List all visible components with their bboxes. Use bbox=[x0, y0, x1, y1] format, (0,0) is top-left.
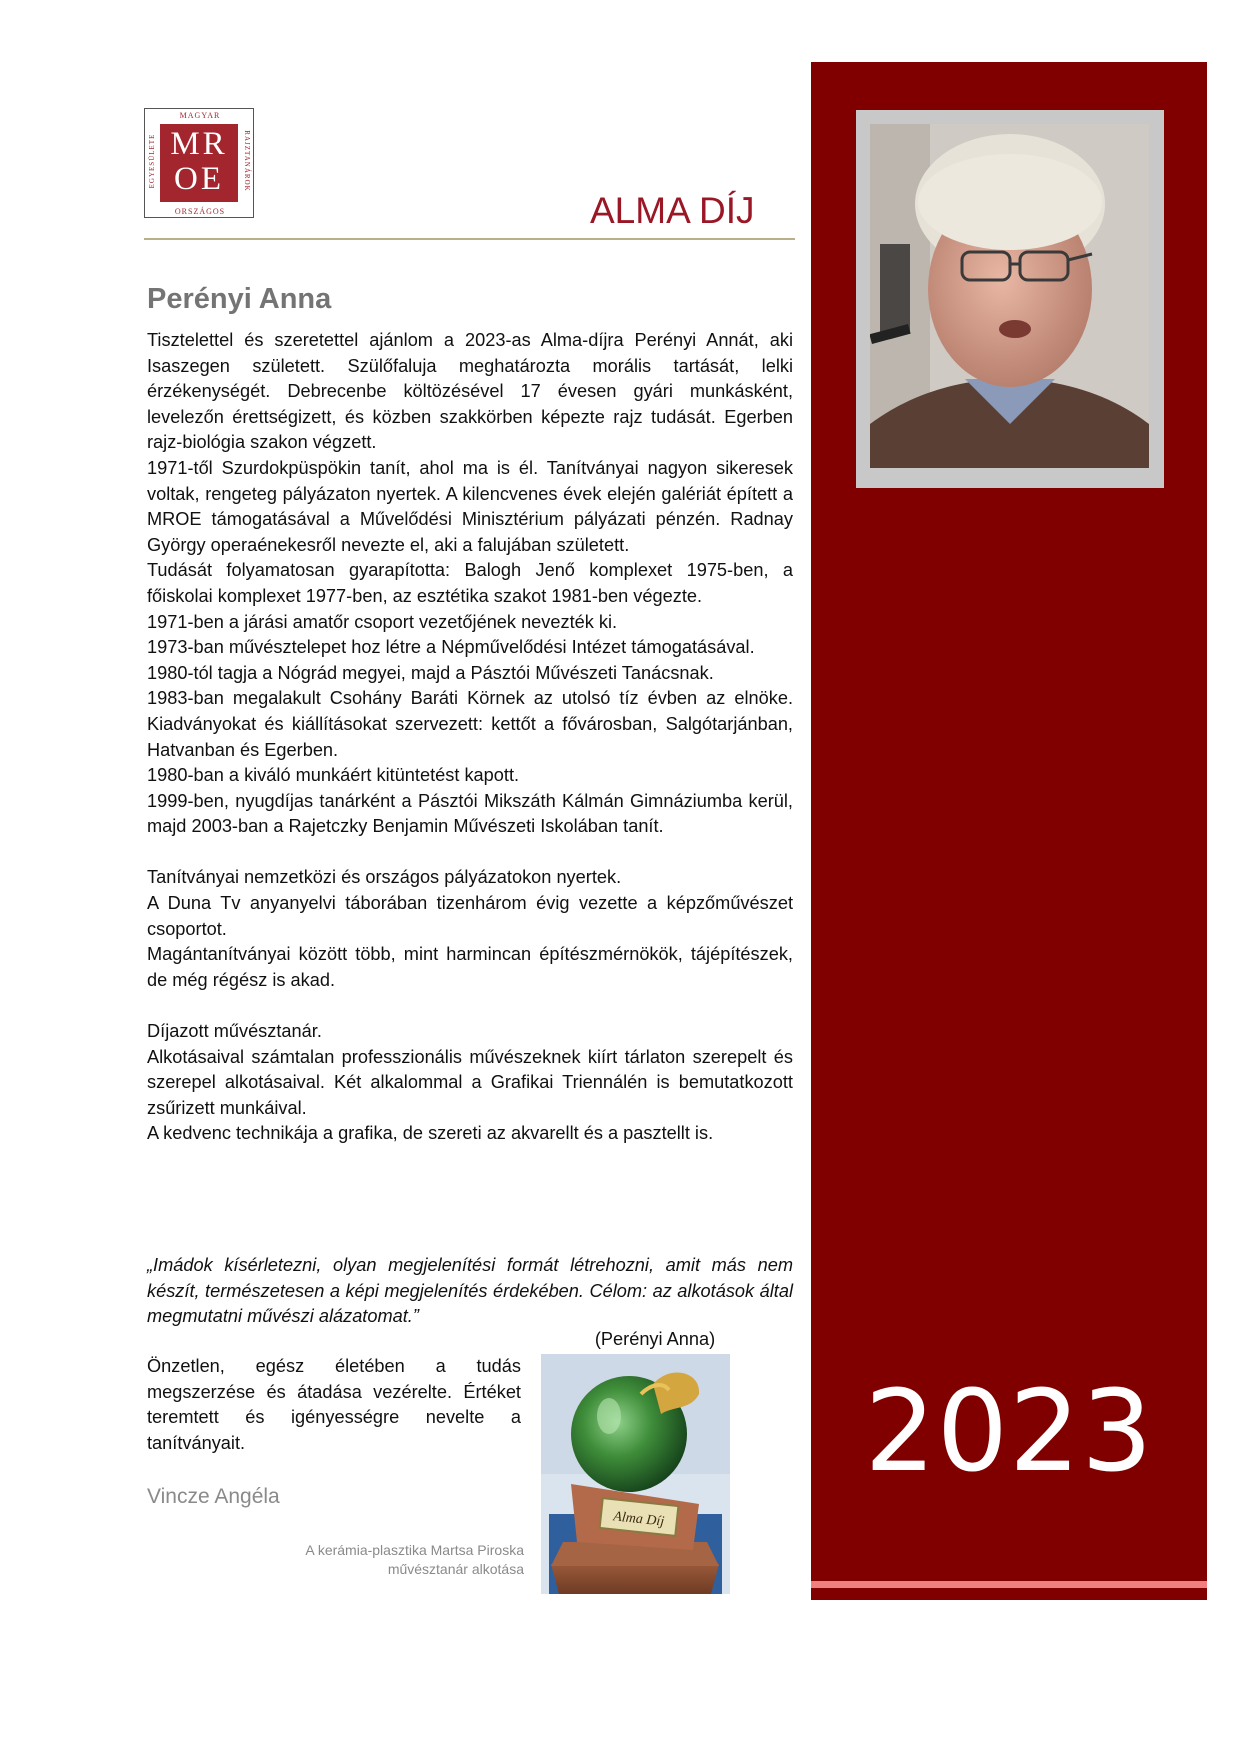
logo-text-left: EGYESÜLETE bbox=[148, 133, 156, 189]
paragraph-gap bbox=[147, 840, 793, 866]
quote-text: „Imádok kísérletezni, olyan megjelenítési formát létrehozni, amit más nem készít, természetesen a képi megjelenítés érdekében. Célom: az alkotások által megmutatni művészi alázatomat.” bbox=[147, 1255, 793, 1327]
body-paragraph: 1999-ben, nyugdíjas tanárként a Pásztói Mikszáth Kálmán Gimnáziumba kerül, majd 2003-ban a Rajetczky Benjamin Művészeti Iskolában tanít. bbox=[147, 790, 793, 837]
mroe-logo bbox=[144, 108, 254, 218]
body-paragraph: Díjazott művésztanár. bbox=[147, 1021, 322, 1042]
body-paragraph: Tanítványai nemzetközi és országos pályázatokon nyertek. bbox=[147, 867, 622, 888]
page-title: ALMA DÍJ bbox=[590, 190, 755, 231]
award-photo-illustration bbox=[541, 1354, 730, 1594]
logo-letters-row2: OE bbox=[174, 161, 224, 197]
award-caption-line2: művésztanár alkotása bbox=[387, 1561, 524, 1577]
logo-letters-row1: MR bbox=[170, 126, 228, 162]
logo-letters bbox=[160, 127, 238, 197]
award-caption-line1: A kerámia-plasztika Martsa Piroska bbox=[305, 1542, 524, 1558]
body-paragraph: 1980-ban a kiváló munkáért kitüntetést kapott. bbox=[147, 765, 520, 786]
award-year: 2023 bbox=[864, 1367, 1154, 1497]
body-paragraph: Alkotásaival számtalan professzionális művészeknek kiírt tárlaton szerepelt és szerepel alkotásaival. Két alkalommal a Grafikai Triennálén is bemutatkozott zsűrizett munkáival. bbox=[147, 1046, 793, 1118]
portrait-illustration bbox=[870, 124, 1149, 468]
logo-text-top: MAGYAR bbox=[179, 111, 221, 120]
sidebar-bottom-stripe bbox=[811, 1581, 1207, 1588]
portrait-photo bbox=[870, 124, 1149, 468]
closing-text: Önzetlen, egész életében a tudás megszerzése és átadása vezérelte. Értéket teremtett és igényességre nevelte a tanítványait. bbox=[147, 1356, 521, 1453]
body-paragraph: Tudását folyamatosan gyarapította: Balogh Jenő komplexet 1975-ben, a főiskolai komplexet 1977-ben, az esztétika szakot 1981-ben végezte. bbox=[147, 560, 793, 606]
logo-text-bottom: ORSZÁGOS bbox=[174, 207, 226, 216]
award-caption bbox=[230, 1541, 524, 1579]
body-paragraph: A Duna Tv anyanyelvi táborában tizenhárom évig vezette a képzőművészet csoportot. bbox=[147, 893, 793, 939]
honoree-name: Perényi Anna bbox=[147, 283, 332, 315]
body-text bbox=[147, 328, 793, 1147]
body-paragraph: Magántanítványai között több, mint harmincan építészmérnökök, tájépítészek, de még régész is akad. bbox=[147, 944, 793, 990]
body-paragraph: A kedvenc technikája a grafika, de szereti az akvarellt és a pasztellt is. bbox=[147, 1123, 714, 1144]
paragraph-gap bbox=[147, 993, 793, 1019]
body-paragraph: 1980-tól tagja a Nógrád megyei, majd a Pásztói Művészeti Tanácsnak. bbox=[147, 662, 714, 683]
author-name: Vincze Angéla bbox=[147, 1485, 280, 1508]
header-divider bbox=[144, 238, 795, 240]
body-paragraph: 1971-től Szurdokpüspökin tanít, ahol ma is él. Tanítványai nagyon sikeresek voltak, rengeteg pályázaton nyertek. A kilencvenes évek elején galériát épített a MROE támogatásával a Művelődési Minisztérium pályázati pénzén. Radnay György operaénekesről nevezte el, aki a falujában született. bbox=[147, 457, 793, 555]
body-paragraph: Tisztelettel és szeretettel ajánlom a 2023-as Alma-díjra Perényi Annát, aki Isaszegen született. Szülőfaluja meghatározta morális tartását, lelki érzékenységét. Debrecenbe költözésével 17 évesen gyári munkásként, levelezőn érettségizett, és közben szakkörben képezte rajz tudását. Egerben rajz-biológia szakon végzett. bbox=[147, 330, 793, 453]
quote-attribution: (Perényi Anna) bbox=[594, 1329, 716, 1349]
body-paragraph: 1983-ban megalakult Csohány Baráti Körnek az utolsó tíz évben az elnöke. Kiadványokat és kiállításokat szervezett: kettőt a fővárosban, Salgótarjánban, Hatvanban és Egerben. bbox=[147, 688, 793, 760]
award-plaque-text: Alma Díj bbox=[612, 1509, 665, 1530]
logo-text-right: RAJZTANÁROK bbox=[243, 130, 251, 192]
body-paragraph: 1973-ban művésztelepet hoz létre a Népművelődési Intézet támogatásával. bbox=[147, 637, 755, 658]
body-paragraph: 1971-ben a járási amatőr csoport vezetőjének nevezték ki. bbox=[147, 611, 618, 632]
award-photo bbox=[541, 1354, 730, 1594]
